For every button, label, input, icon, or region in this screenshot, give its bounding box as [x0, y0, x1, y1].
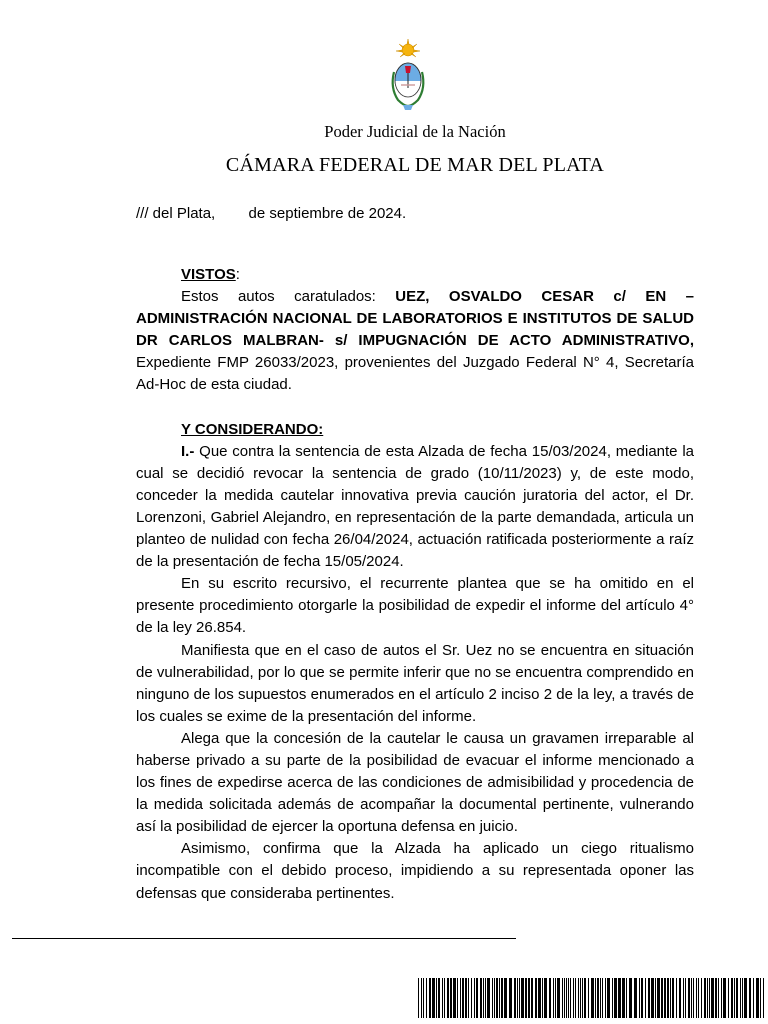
document-body [136, 264, 694, 905]
vistos-text-2: Expediente FMP 26033/2023, provenientes del Juzgado Federal N° 4, Secretaría Ad-Hoc de esta ciudad. [136, 354, 694, 394]
vistos-text-1: Estos autos caratulados: [181, 288, 396, 306]
vistos-heading: VISTOS [181, 266, 236, 283]
paragraph-4: Alega que la concesión de la cautelar le causa un gravamen irreparable al haberse privado a su parte de la posibilidad de evacuar el informe mencionado a los fines de expedirse acerca de las condiciones de admisibilidad y procedencia de la medida solicitada además de acompañar la documental pertinente, vulnerando así la posibilidad de ejercer la oportuna defensa en juicio. [136, 729, 694, 836]
spacer [136, 397, 694, 419]
case-caption: UEZ, OSVALDO CESAR c/ EN –ADMINISTRACIÓN NACIONAL DE LABORATORIOS E INSTITUTOS DE SALUD DR CARLOS MALBRAN- s/ IMPUGNACIÓN DE ACTO ADMINISTRATIVO, [136, 288, 694, 350]
considerando-heading: Y CONSIDERANDO: [181, 420, 324, 438]
footer-divider [12, 938, 516, 939]
paragraph-1-label: I.- [181, 442, 195, 460]
institution-name: Poder Judicial de la Nación [324, 122, 506, 141]
barcode-icon [418, 978, 764, 1018]
vistos-colon: : [235, 266, 240, 283]
paragraph-1-text: Que contra la sentencia de esta Alzada de fecha 15/03/2024, mediante la cual se decidió revocar la sentencia de grado (10/11/2023) y, de este modo, conceder la medida cautelar innovativa previa caución juratoria del actor, el Dr. Lorenzoni, Gabriel Alejandro, en representación de la parte demandada, articula un planteo de nulidad con fecha 26/04/2024, actuación ratificada posteriormente a raíz de la presentación de fecha 15/05/2024. [136, 442, 694, 571]
paragraph-5: Asimismo, confirma que la Alzada ha aplicado un ciego ritualismo incompatible con el debido proceso, impidiendo a su representada oponer las defensas que consideraba pertinentes. [136, 840, 694, 902]
vistos-heading-line [136, 264, 694, 286]
paragraph-1 [136, 441, 694, 574]
vistos-paragraph [136, 286, 694, 396]
coat-of-arms-icon [386, 36, 430, 116]
paragraph-3: Manifiesta que en el caso de autos el Sr. Uez no se encuentra en situación de vulnerabilidad, por lo que se permite inferir que no se encuentra comprendido en ninguno de los supuestos enumerados en el artículo 2 inciso 2 de la ley, a través de los cuales se exime de la presentación del informe. [136, 641, 694, 725]
paragraph-2: En su escrito recursivo, el recurrente plantea que se ha omitido en el presente procedimiento otorgarle la posibilidad de expedir el informe del artículo 4° de la ley 26.854. [136, 575, 694, 637]
court-name: CÁMARA FEDERAL DE MAR DEL PLATA [225, 154, 605, 176]
considerando-heading-line [136, 419, 694, 441]
date-line: /// del Plata, de septiembre de 2024. [136, 205, 407, 222]
